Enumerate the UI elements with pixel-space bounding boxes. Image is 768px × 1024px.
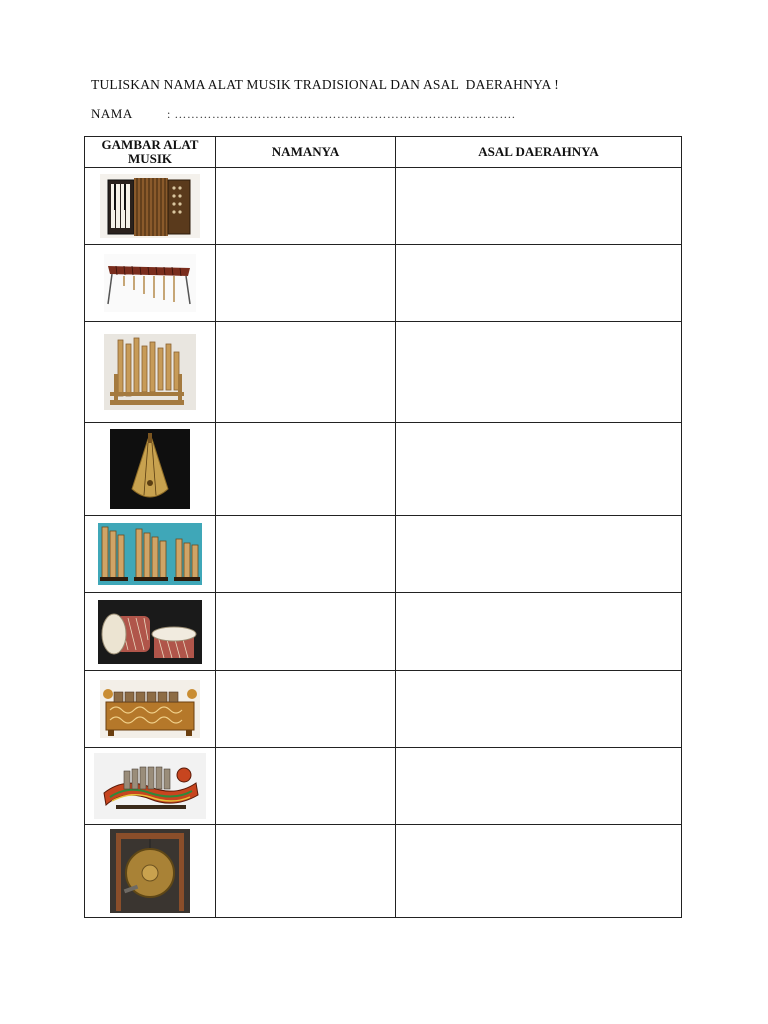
picture-cell	[85, 671, 216, 748]
picture-cell	[85, 423, 216, 516]
name-line	[91, 106, 515, 122]
name-answer-cell[interactable]	[216, 593, 396, 671]
header-origin: ASAL DAERAHNYA	[396, 137, 682, 168]
table-row	[85, 168, 682, 245]
table-row	[85, 671, 682, 748]
marimba-icon	[104, 254, 196, 312]
table-row	[85, 516, 682, 593]
origin-answer-cell[interactable]	[396, 748, 682, 825]
origin-answer-cell[interactable]	[396, 593, 682, 671]
header-picture: GAMBAR ALAT MUSIK	[85, 137, 216, 168]
worksheet-title: TULISKAN NAMA ALAT MUSIK TRADISIONAL DAN ASAL DAERAHNYA !	[91, 77, 559, 92]
name-answer-cell[interactable]	[216, 748, 396, 825]
sape-lute-icon	[110, 429, 190, 509]
picture-cell	[85, 168, 216, 245]
name-fill-line[interactable]: : ……………………………………………………………………….	[167, 107, 516, 121]
drums-icon	[98, 600, 202, 664]
origin-answer-cell[interactable]	[396, 245, 682, 322]
kolintang-icon	[94, 753, 206, 819]
picture-cell	[85, 322, 216, 423]
picture-cell	[85, 593, 216, 671]
table-row	[85, 748, 682, 825]
name-answer-cell[interactable]	[216, 322, 396, 423]
origin-answer-cell[interactable]	[396, 168, 682, 245]
gong-icon	[110, 829, 190, 913]
picture-cell	[85, 516, 216, 593]
name-answer-cell[interactable]	[216, 168, 396, 245]
table-row	[85, 322, 682, 423]
table-row	[85, 423, 682, 516]
origin-answer-cell[interactable]	[396, 516, 682, 593]
gamelan-saron-icon	[100, 680, 200, 738]
name-answer-cell[interactable]	[216, 245, 396, 322]
table-row	[85, 593, 682, 671]
bamboo-angklung-set-icon	[98, 523, 202, 585]
name-answer-cell[interactable]	[216, 671, 396, 748]
picture-cell	[85, 825, 216, 918]
origin-answer-cell[interactable]	[396, 825, 682, 918]
name-answer-cell[interactable]	[216, 516, 396, 593]
table-row	[85, 825, 682, 918]
table-header-row	[85, 137, 682, 168]
angklung-icon	[104, 334, 196, 410]
accordion-icon	[100, 174, 200, 238]
picture-cell	[85, 748, 216, 825]
origin-answer-cell[interactable]	[396, 423, 682, 516]
name-answer-cell[interactable]	[216, 423, 396, 516]
name-label: NAMA	[91, 106, 133, 121]
origin-answer-cell[interactable]	[396, 671, 682, 748]
header-name: NAMANYA	[216, 137, 396, 168]
origin-answer-cell[interactable]	[396, 322, 682, 423]
instrument-table	[84, 136, 682, 918]
picture-cell	[85, 245, 216, 322]
name-answer-cell[interactable]	[216, 825, 396, 918]
table-row	[85, 245, 682, 322]
